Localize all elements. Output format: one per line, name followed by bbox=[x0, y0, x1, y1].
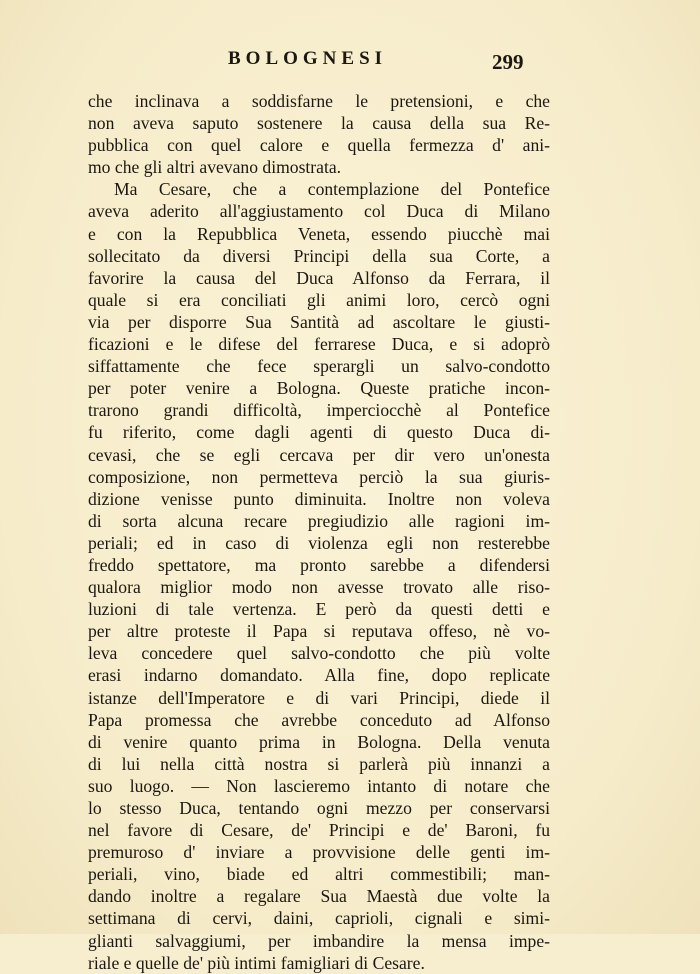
text-line: suo luogo. — Non lascieremo intanto di notare che bbox=[88, 775, 550, 796]
text-line: riale e quelle de' più intimi famigliari di Cesare. bbox=[88, 952, 425, 973]
text-line: pubblica con quel calore e quella fermezza d' ani- bbox=[88, 135, 550, 156]
text-line: qualora miglior modo non avesse trovato alle riso- bbox=[88, 577, 550, 598]
text-line: Ma Cesare, che a contemplazione del Pontefice bbox=[114, 179, 550, 200]
text-line: Papa promessa che avrebbe conceduto ad Alfonso bbox=[88, 709, 550, 730]
text-line: premuroso d' inviare a provvisione delle genti im- bbox=[88, 842, 550, 863]
text-line: leva concedere quel salvo-condotto che più volte bbox=[88, 643, 550, 664]
text-line: dizione venisse punto diminuita. Inoltre non voleva bbox=[88, 488, 550, 509]
text-line: che inclinava a soddisfarne le pretensioni, e che bbox=[88, 91, 550, 111]
text-line: istanze dell'Imperatore e di vari Principi, diede il bbox=[88, 687, 550, 708]
text-line: luzioni di tale vertenza. E però da questi detti e bbox=[88, 599, 550, 620]
text-line: composizione, non permetteva perciò la sua giuris- bbox=[88, 466, 550, 487]
text-line: siffattamente che fece sperargli un salvo-condotto bbox=[88, 356, 550, 377]
text-line: lo stesso Duca, tentando ogni mezzo per conservarsi bbox=[88, 798, 550, 818]
text-line: settimana di cervi, daini, caprioli, cignali e simi- bbox=[88, 908, 550, 929]
page-number: 299 bbox=[492, 50, 524, 74]
text-line: via per disporre Sua Santità ad ascoltare le giusti- bbox=[88, 311, 550, 332]
text-line: per altre proteste il Papa si reputava offeso, nè vo- bbox=[88, 621, 550, 642]
text-line: trarono grandi difficoltà, imperciocchè al Pontefice bbox=[88, 400, 550, 421]
text-line: dando inoltre a regalare Sua Maestà due volte la bbox=[88, 886, 550, 907]
text-line: periali; ed in caso di violenza egli non resterebbe bbox=[88, 532, 550, 553]
text-line: di sorta alcuna recare pregiudizio alle ragioni im- bbox=[88, 510, 550, 531]
text-line: non aveva saputo sostenere la causa della sua Re- bbox=[88, 113, 550, 134]
text-line: aveva aderito all'aggiustamento col Duca di Milano bbox=[88, 201, 550, 222]
text-line: freddo spettatore, ma pronto sarebbe a difendersi bbox=[88, 554, 550, 575]
body-text bbox=[88, 90, 550, 974]
text-line: per poter venire a Bologna. Queste pratiche incon- bbox=[88, 378, 550, 399]
text-line: ficazioni e le difese del ferrarese Duca, e si adoprò bbox=[88, 334, 550, 355]
text-line: mo che gli altri avevano dimostrata. bbox=[88, 157, 342, 178]
text-line: glianti salvaggiumi, per imbandire la mensa impe- bbox=[88, 930, 550, 951]
running-header bbox=[0, 48, 700, 78]
text-line: quale si era conciliati gli animi loro, cercò ogni bbox=[88, 289, 550, 310]
running-title: BOLOGNESI bbox=[228, 48, 388, 69]
text-line: favorire la causa del Duca Alfonso da Ferrara, il bbox=[88, 267, 550, 288]
text-line: cevasi, che se egli cercava per dir vero un'onesta bbox=[88, 444, 550, 465]
text-line: erasi indarno domandato. Alla fine, dopo replicate bbox=[88, 665, 550, 686]
text-line: e con la Repubblica Veneta, essendo piucchè mai bbox=[88, 223, 550, 244]
text-line: fu riferito, come dagli agenti di questo Duca di- bbox=[88, 422, 550, 443]
text-line: di lui nella città nostra si parlerà più innanzi a bbox=[88, 753, 550, 774]
text-line: nel favore di Cesare, de' Principi e de' Baroni, fu bbox=[88, 820, 550, 841]
text-line: sollecitato da diversi Principi della sua Corte, a bbox=[88, 245, 550, 266]
text-line: di venire quanto prima in Bologna. Della venuta bbox=[88, 731, 550, 752]
text-line: periali, vino, biade ed altri commestibili; man- bbox=[88, 864, 550, 885]
